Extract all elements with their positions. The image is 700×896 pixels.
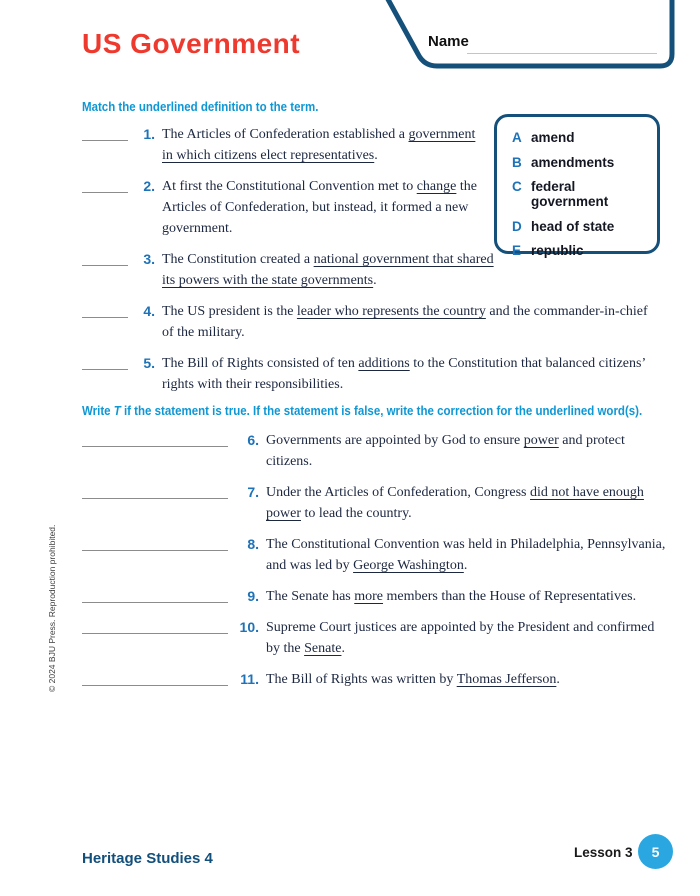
page-number-badge: 5 [638, 834, 673, 869]
text-run: . [556, 672, 560, 687]
answer-blank[interactable] [82, 176, 128, 193]
item-text [162, 176, 502, 239]
text-run: to lead the country. [301, 506, 412, 521]
underlined-phrase: Senate [304, 641, 342, 656]
term-letter: B [512, 154, 522, 170]
answer-blank[interactable] [82, 124, 128, 141]
answer-blank[interactable] [82, 534, 228, 551]
copyright-notice: © 2024 BJU Press. Reproduction prohibited. [47, 524, 57, 692]
text-run: Supreme Court justices are appointed by the President and confirmed by the [266, 620, 655, 656]
item-text [162, 249, 497, 291]
match-item [82, 353, 672, 395]
answer-blank[interactable] [82, 669, 228, 686]
true-false-item [82, 586, 682, 607]
text-run: Write [82, 404, 114, 418]
text-run: The US president is the [162, 304, 297, 319]
true-false-item [82, 430, 682, 472]
underlined-phrase: change [416, 179, 457, 194]
text-run: and the commander-in-chief of the military. [162, 304, 648, 340]
underlined-phrase: power [523, 433, 559, 448]
text-run: At first the Constitutional Convention met to [162, 179, 417, 194]
answer-blank[interactable] [82, 430, 228, 447]
item-text [162, 124, 482, 166]
item-number: 11. [240, 671, 259, 687]
term-letter: D [512, 218, 522, 234]
item-text [266, 669, 560, 690]
item-number: 2. [143, 178, 155, 194]
item-number: 3. [143, 251, 155, 267]
true-false-item [82, 534, 682, 576]
text-run: The Constitution created a [162, 252, 314, 267]
matching-list [82, 124, 672, 405]
item-number: 9. [247, 588, 259, 604]
text-run: The Articles of Confederation established a [162, 127, 409, 142]
text-run: members than the House of Representatives. [383, 589, 637, 604]
answer-blank[interactable] [82, 353, 128, 370]
term-text: republic [531, 243, 584, 258]
text-run: Governments are appointed by God to ensure [266, 433, 524, 448]
match-item [82, 124, 672, 166]
item-text [162, 301, 662, 343]
item-text [162, 353, 662, 395]
underlined-phrase: additions [358, 356, 410, 371]
footer-lesson-label: Lesson 3 [574, 845, 633, 860]
item-text [266, 617, 671, 659]
item-number: 4. [143, 303, 155, 319]
underlined-phrase: national government that shared its powers with the state governments [162, 252, 494, 288]
underlined-phrase: more [354, 589, 384, 604]
item-number: 6. [247, 432, 259, 448]
answer-blank[interactable] [82, 482, 228, 499]
text-run: The Constitutional Convention was held in Philadelphia, Pennsylvania, and was led by [266, 537, 666, 573]
item-number: 7. [247, 484, 259, 500]
footer-book-title: Heritage Studies 4 [82, 850, 213, 867]
term-letter: E [512, 243, 522, 258]
text-run: The Senate has [266, 589, 355, 604]
page-title: US Government [82, 28, 301, 59]
text-run: . [373, 273, 377, 288]
text-run: . [463, 558, 468, 573]
text-run: to the Constitution that balanced citizens’ rights with their responsibilities. [162, 356, 646, 392]
name-label: Name [428, 33, 469, 50]
term-letter: A [512, 130, 522, 145]
text-run: T [113, 404, 121, 418]
true-false-item [82, 617, 682, 659]
answer-blank[interactable] [82, 249, 128, 266]
item-text [266, 534, 671, 576]
answer-blank[interactable] [82, 301, 128, 318]
underlined-phrase: George Washington [353, 558, 464, 573]
name-write-line[interactable] [467, 53, 657, 54]
item-text [266, 586, 636, 607]
true-false-item [82, 669, 682, 690]
text-run: if the statement is true. If the statement is false, write the correction for the underlined word(s). [120, 404, 643, 418]
text-run: the Articles of Confederation, but instead, it formed a new government. [162, 179, 477, 236]
term-letter: C [512, 179, 522, 194]
term-text: amend [531, 130, 575, 145]
term-text: head of state [531, 218, 615, 234]
true-false-list [82, 430, 682, 700]
text-run: The Bill of Rights consisted of ten [162, 356, 359, 371]
text-run: and protect citizens. [266, 433, 625, 469]
text-run: Under the Articles of Confederation, Congress [266, 485, 530, 500]
item-text [266, 482, 671, 524]
term-text: amendments [531, 154, 615, 170]
match-item [82, 301, 672, 343]
text-run: The Bill of Rights was written by [266, 672, 457, 687]
item-number: 5. [143, 355, 155, 371]
name-box-outline [378, 0, 680, 78]
item-number: 8. [247, 536, 259, 552]
answer-blank[interactable] [82, 586, 228, 603]
item-number: 1. [143, 126, 155, 142]
match-item [82, 176, 672, 239]
true-false-instruction [82, 404, 642, 418]
item-text [266, 430, 671, 472]
item-number: 10. [239, 619, 259, 635]
underlined-phrase: did not have enough power [266, 485, 644, 521]
name-box [378, 0, 680, 78]
underlined-phrase: leader who represents the country [296, 304, 486, 319]
underlined-phrase: government in which citizens elect representatives [162, 127, 476, 163]
true-false-item [82, 482, 682, 524]
match-item [82, 249, 672, 291]
term-text: federal government [531, 179, 609, 209]
underlined-phrase: Thomas Jefferson [456, 672, 557, 687]
text-run: . [341, 641, 345, 656]
text-run: . [374, 148, 378, 163]
matching-instruction: Match the underlined definition to the term. [82, 100, 319, 114]
answer-blank[interactable] [82, 617, 228, 634]
